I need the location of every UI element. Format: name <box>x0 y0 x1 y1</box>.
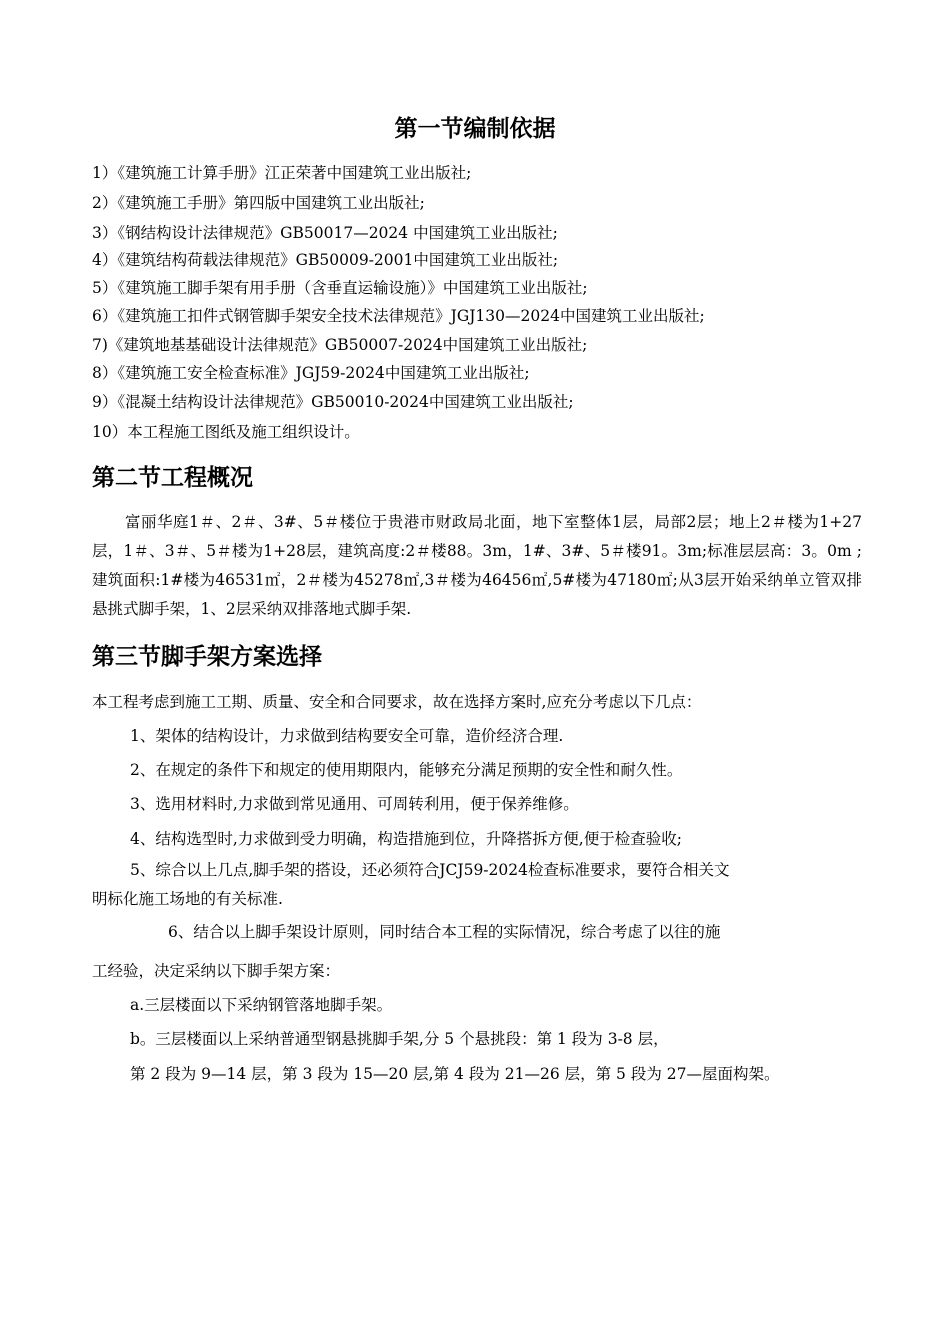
reference-item: 10）本工程施工图纸及施工组织设计。 <box>92 423 360 441</box>
scheme-point-3: 3、选用材料时,力求做到常见通用、可周转利用，便于保养维修。 <box>130 795 579 813</box>
overview-paragraph: 富丽华庭1＃、2＃、3#、5＃楼位于贵港市财政局北面，地下室整体1层，局部2层；地上2＃楼为1+27层，1＃、3＃、5＃楼为1+28层，建筑高度:2＃楼88。3m，1#、3#、5＃楼91。3m;标准层层高：3。0m ;建筑面积:1#楼为46531㎡，2＃楼为45278㎡,3＃楼为46456㎡,5#楼为47180㎡;从3层开始采纳单立管双排悬挑式脚手架，1、2层采纳双排落地式脚手架. <box>92 513 862 618</box>
scheme-item-b-line-2: 第 2 段为 9—14 层，第 3 段为 15—20 层,第 4 段为 21—26 层，第 5 段为 27—屋面构架。 <box>130 1065 780 1083</box>
reference-item: 2）《建筑施工手册》第四版中国建筑工业出版社; <box>92 194 425 212</box>
scheme-point-2: 2、在规定的条件下和规定的使用期限内，能够充分满足预期的安全性和耐久性。 <box>130 761 683 779</box>
reference-item: 1）《建筑施工计算手册》江正荣著中国建筑工业出版社; <box>92 164 472 182</box>
scheme-point-6-line-2: 工经验，决定采纳以下脚手架方案： <box>92 962 341 980</box>
scheme-point-6-line-1: 6、结合以上脚手架设计原则，同时结合本工程的实际情况，综合考虑了以往的施 <box>168 923 721 941</box>
section-2-title: 第二节工程概况 <box>92 465 253 491</box>
scheme-intro: 本工程考虑到施工工期、质量、安全和合同要求，故在选择方案时,应充分考虑以下几点： <box>92 693 702 711</box>
scheme-point-1: 1、架体的结构设计，力求做到结构要安全可靠，造价经济合理. <box>130 727 564 745</box>
reference-item: 6）《建筑施工扣件式钢管脚手架安全技术法律规范》JGJ130—2024中国建筑工业出版社; <box>92 307 705 325</box>
scheme-item-a: a.三层楼面以下采纳钢管落地脚手架。 <box>130 996 393 1014</box>
reference-item: 7)《建筑地基基础设计法律规范》GB50007-2024中国建筑工业出版社; <box>92 336 588 354</box>
reference-item: 8）《建筑施工安全检查标准》JGJ59-2024中国建筑工业出版社; <box>92 364 530 382</box>
scheme-point-5-line-2: 明标化施工场地的有关标准. <box>92 890 283 908</box>
reference-item: 4）《建筑结构荷载法律规范》GB50009-2001中国建筑工业出版社; <box>92 251 559 269</box>
section-3-title: 第三节脚手架方案选择 <box>92 644 322 670</box>
reference-item: 3）《钢结构设计法律规范》GB50017—2024 中国建筑工业出版社; <box>92 224 558 242</box>
section-1-title: 第一节编制依据 <box>394 116 556 142</box>
scheme-item-b-line-1: b。三层楼面以上采纳普通型钢悬挑脚手架,分 5 个悬挑段：第 1 段为 3-8 层， <box>130 1030 669 1048</box>
scheme-point-5-line-1: 5、综合以上几点,脚手架的搭设，还必须符合JCJ59-2024检查标准要求，要符合相关文 <box>130 861 730 879</box>
scheme-point-4: 4、结构选型时,力求做到受力明确，构造措施到位，升降搭拆方便,便于检查验收; <box>130 830 682 848</box>
reference-item: 5）《建筑施工脚手架有用手册（含垂直运输设施）》中国建筑工业出版社; <box>92 279 588 297</box>
reference-item: 9）《混凝土结构设计法律规范》GB50010-2024中国建筑工业出版社; <box>92 393 574 411</box>
